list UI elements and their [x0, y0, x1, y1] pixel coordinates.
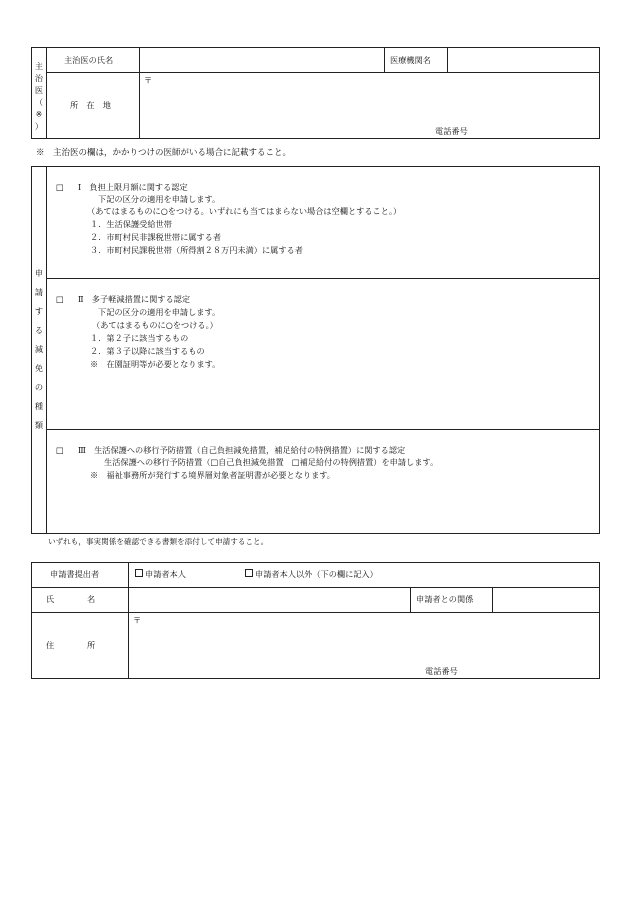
- submitter-label: 申請書提出者: [50, 569, 100, 579]
- checkbox-self[interactable]: [135, 569, 143, 577]
- submitter-address-label: 住 所: [46, 640, 96, 650]
- submitter-postal-mark: 〒: [133, 615, 142, 625]
- institution-label: 医療機関名: [390, 55, 431, 65]
- submitter-label-divider: [128, 562, 129, 679]
- relation-label: 申請者との関係: [416, 594, 474, 604]
- physician-note: ※ 主治医の欄は，かかりつけの医師がいる場合に記載すること。: [36, 148, 292, 158]
- attach-note: いずれも，事実関係を確認できる書類を添付して申請すること。: [48, 537, 269, 546]
- section2-title: Ⅱ 多子軽減措置に関する認定: [78, 294, 191, 304]
- reduction-side-label: 申 請 す る 減 免 の 種 類: [34, 268, 44, 430]
- relation-label-right: [492, 587, 493, 612]
- section1-line1: 下記の区分の適用を申請します。: [98, 194, 221, 204]
- submitter-option-self[interactable]: [135, 569, 186, 580]
- reduction-section1-divider: [46, 278, 600, 279]
- physician-name-label: 主治医の氏名: [64, 55, 114, 65]
- submitter-row1-divider: [31, 587, 600, 588]
- section2-line1: 下記の区分の適用を申請します。: [98, 307, 221, 317]
- checkbox-other[interactable]: [245, 569, 253, 577]
- institution-label-left: [384, 47, 385, 72]
- submitter-row2-divider: [31, 612, 600, 613]
- physician-address-label: 所 在 地: [70, 100, 111, 110]
- option-other-label: 申請者本人以外（下の欄に記入）: [255, 569, 378, 579]
- section1-title: Ⅰ 負担上限月額に関する認定: [78, 182, 188, 192]
- physician-postal-mark: 〒: [144, 75, 153, 85]
- physician-side-divider: [46, 47, 47, 139]
- reduction-section2-divider: [46, 429, 600, 430]
- section3-checkbox[interactable]: □: [56, 445, 64, 455]
- section1-item: １．生活保護受給世帯: [90, 219, 172, 229]
- physician-phone-label: 電話番号: [435, 126, 468, 136]
- institution-field[interactable]: [451, 55, 596, 67]
- section2-checkbox[interactable]: □: [56, 294, 64, 304]
- section1-line2: （あてはまるものに○をつける。いずれにも当てはまらない場合は空欄とすること。）: [87, 206, 402, 216]
- submitter-option-other[interactable]: [245, 569, 378, 580]
- physician-row-divider: [46, 72, 600, 73]
- section1-item: ２．市町村民非課税世帯に属する者: [90, 232, 222, 242]
- submitter-phone-label: 電話番号: [425, 666, 458, 676]
- section3-note: ※ 福祉事務所が発行する境界層対象者証明書が必要となります。: [90, 470, 335, 480]
- option-self-label: 申請者本人: [145, 569, 186, 579]
- reduction-side-divider: [46, 166, 47, 534]
- physician-label-divider: [139, 47, 140, 139]
- physician-side-label: 主 治 医 （ ※ ）: [34, 61, 44, 131]
- submitter-name-field[interactable]: [132, 594, 406, 606]
- submitter-name-label: 氏 名: [46, 594, 96, 604]
- section2-item: １．第２子に該当するもの: [90, 333, 189, 343]
- section3-title: Ⅲ 生活保護への移行予防措置（自己負担減免措置，補足給付の特例措置）に関する認定: [78, 445, 406, 455]
- relation-field[interactable]: [496, 594, 596, 606]
- section1-checkbox[interactable]: □: [56, 182, 64, 192]
- section2-line2: （あてはまるものに○をつける。）: [92, 320, 218, 330]
- section2-item: ２．第３子以降に該当するもの: [90, 346, 205, 356]
- section1-item: ３．市町村民課税世帯（所得割２８万円未満）に属する者: [90, 245, 303, 255]
- institution-label-right: [447, 47, 448, 72]
- section3-line1: 生活保護への移行予防措置（□自己負担減免措置 □補足給付の特例措置）を申請します。: [104, 457, 439, 467]
- physician-name-field[interactable]: [143, 55, 381, 67]
- relation-label-left: [410, 587, 411, 612]
- section2-note: ※ 在園証明等が必要となります。: [90, 359, 221, 369]
